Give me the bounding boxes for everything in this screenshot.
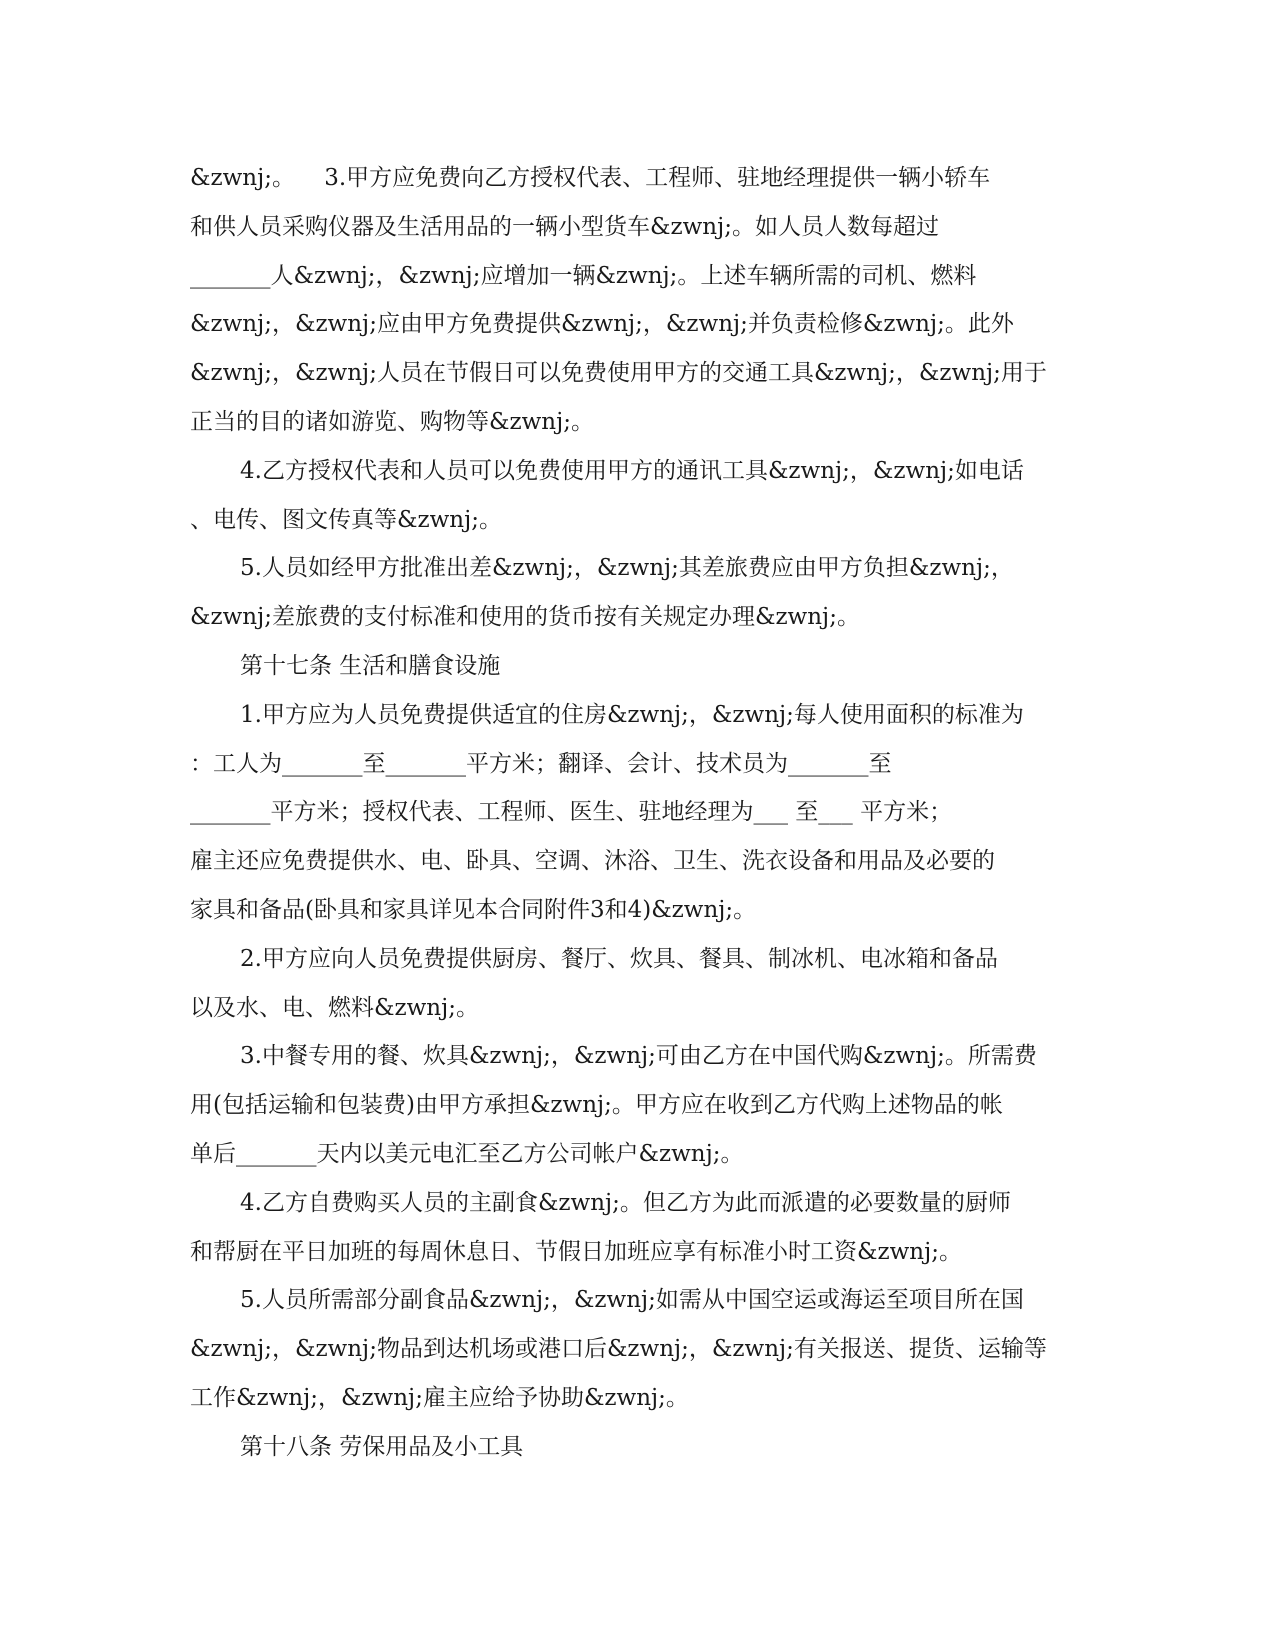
text-line: ：工人为_______至_______平方米；翻译、会计、技术员为_______至 — [190, 750, 892, 777]
document-body — [190, 154, 1082, 1472]
text-line: &zwnj;。 3.甲方应免费向乙方授权代表、工程师、驻地经理提供一辆小轿车 — [190, 165, 991, 191]
text-line: 5.人员所需部分副食品&zwnj;，&zwnj;如需从中国空运或海运至项目所在国 — [240, 1287, 1024, 1314]
text-line: _______平方米；授权代表、工程师、医生、驻地经理为___ 至___ 平方米； — [190, 799, 953, 826]
text-line: 4.乙方自费购买人员的主副食&zwnj;。但乙方为此而派遣的必要数量的厨师 — [240, 1189, 1011, 1216]
text-line: 家具和备品(卧具和家具详见本合同附件3和4)&zwnj;。 — [190, 896, 757, 923]
text-line: 雇主还应免费提供水、电、卧具、空调、沐浴、卫生、洗衣设备和用品及必要的 — [190, 848, 995, 875]
text-line: 1.甲方应为人员免费提供适宜的住房&zwnj;，&zwnj;每人使用面积的标准为 — [240, 701, 1024, 728]
text-line: 和供人员采购仪器及生活用品的一辆小型货车&zwnj;。如人员人数每超过 — [190, 213, 939, 240]
text-line: 工作&zwnj;，&zwnj;雇主应给予协助&zwnj;。 — [190, 1384, 689, 1411]
text-line: &zwnj;，&zwnj;人员在节假日可以免费使用甲方的交通工具&zwnj;，&zwnj;用于 — [190, 360, 1047, 387]
text-line: 3.中餐专用的餐、炊具&zwnj;，&zwnj;可由乙方在中国代购&zwnj;。所需费 — [240, 1043, 1037, 1070]
text-line: 、电传、图文传真等&zwnj;。 — [190, 506, 502, 533]
text-line: 正当的目的诸如游览、购物等&zwnj;。 — [190, 408, 594, 435]
section-heading: 第十七条 生活和膳食设施 — [240, 652, 501, 679]
text-line: &zwnj;差旅费的支付标准和使用的货币按有关规定办理&zwnj;。 — [190, 604, 860, 631]
text-line: &zwnj;，&zwnj;应由甲方免费提供&zwnj;，&zwnj;并负责检修&zwnj;。此外 — [190, 311, 1014, 338]
section-heading: 第十八条 劳保用品及小工具 — [240, 1433, 524, 1460]
text-line: 以及水、电、燃料&zwnj;。 — [190, 994, 479, 1021]
text-line: 4.乙方授权代表和人员可以免费使用甲方的通讯工具&zwnj;，&zwnj;如电话 — [240, 457, 1024, 484]
text-line: _______人&zwnj;，&zwnj;应增加一辆&zwnj;。上述车辆所需的司机、燃料 — [190, 262, 977, 289]
text-line: 2.甲方应向人员免费提供厨房、餐厅、炊具、餐具、制冰机、电冰箱和备品 — [240, 945, 998, 972]
text-line: &zwnj;，&zwnj;物品到达机场或港口后&zwnj;，&zwnj;有关报送、提货、运输等 — [190, 1336, 1047, 1363]
text-line: 单后_______天内以美元电汇至乙方公司帐户&zwnj;。 — [190, 1140, 744, 1167]
text-line: 5.人员如经甲方批准出差&zwnj;，&zwnj;其差旅费应由甲方负担&zwnj;， — [240, 555, 1014, 582]
text-line: 和帮厨在平日加班的每周休息日、节假日加班应享有标准小时工资&zwnj;。 — [190, 1238, 962, 1265]
text-line: 用(包括运输和包装费)由甲方承担&zwnj;。甲方应在收到乙方代购上述物品的帐 — [190, 1092, 1003, 1119]
